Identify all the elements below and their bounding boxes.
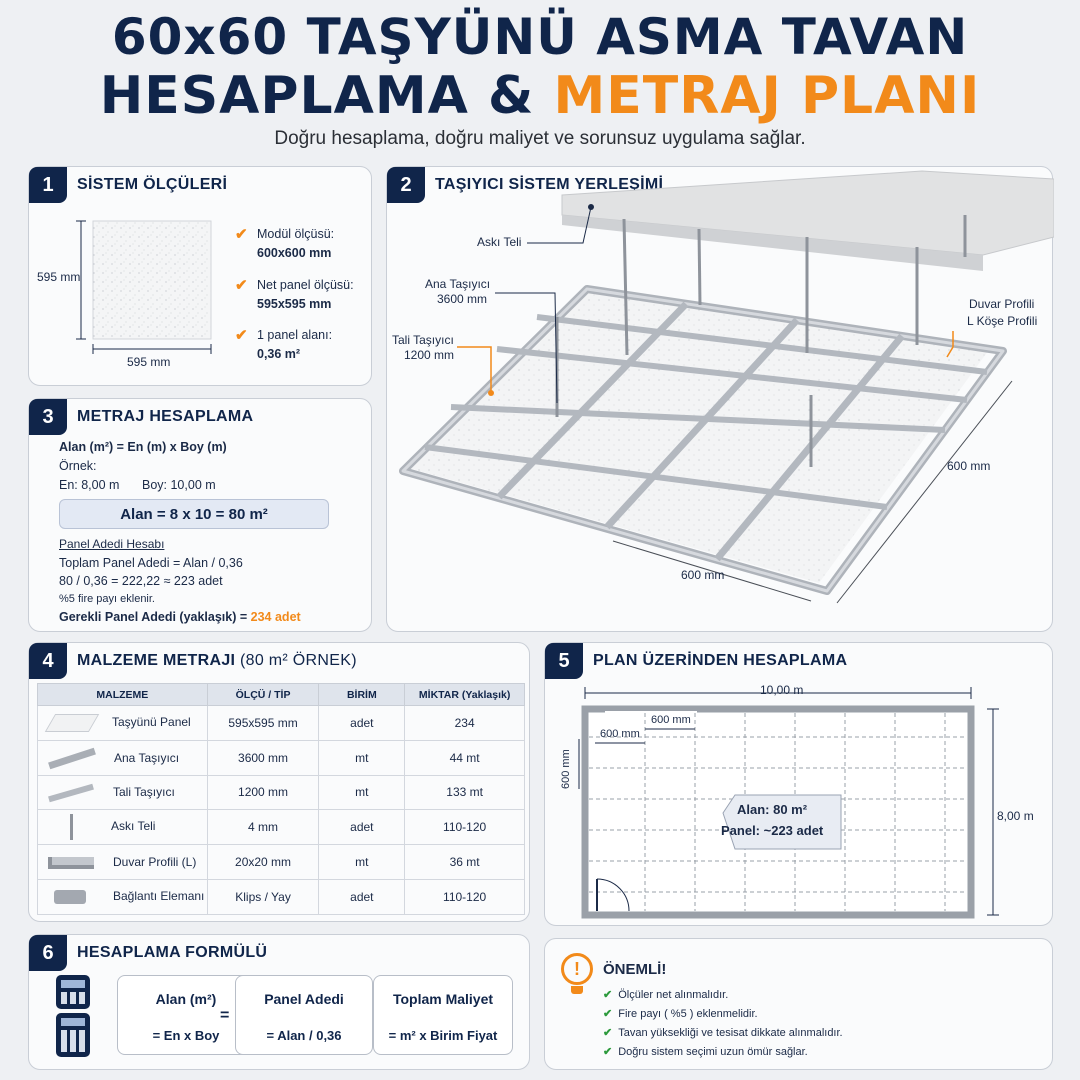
table-row: [38, 775, 525, 810]
formula-box-cost: [373, 975, 513, 1055]
page-title-line1: 60x60 TAŞYÜNÜ ASMA TAVAN: [111, 8, 969, 66]
qty-cell: 110-120: [405, 810, 525, 845]
spec-label: 1 panel alanı:: [257, 328, 333, 342]
panel-count-calc: 80 / 0,36 = 222,22 ≈ 223 adet: [59, 574, 223, 588]
size-cell: 595x595 mm: [207, 706, 319, 741]
check-icon: ✔: [235, 327, 248, 344]
section-title: METRAJ HESAPLAMA: [77, 408, 254, 425]
width-value: En: 8,00 m: [59, 478, 120, 492]
required-panels: [59, 610, 301, 624]
formula-title: Alan (m²): [155, 991, 217, 1007]
stone-wool-panel-image: [93, 221, 211, 339]
unit-cell: adet: [319, 810, 405, 845]
section-number: 3: [29, 399, 67, 435]
unit-cell: adet: [319, 706, 405, 741]
check-icon: ✔: [603, 1027, 613, 1039]
section-title-main: MALZEME METRAJI: [77, 652, 236, 669]
section-material-list: [28, 642, 530, 922]
plan-area: Alan: 80 m²: [737, 802, 808, 817]
section-title: TAŞIYICI SİSTEM YERLEŞİMİ: [435, 176, 664, 193]
label-hanger-wire: Askı Teli: [477, 235, 522, 249]
check-icon: ✔: [603, 1008, 613, 1020]
notice-title: ÖNEMLİ!: [603, 961, 667, 978]
main-runner-icon: [48, 748, 96, 769]
title-part-b-highlight: METRAJ PLANI: [553, 66, 981, 126]
notice-text: Doğru sistem seçimi uzun ömür sağlar.: [618, 1046, 808, 1058]
area-result: Alan = 8 x 10 = 80 m²: [120, 506, 268, 523]
unit-cell: adet: [319, 879, 405, 914]
size-cell: 20x20 mm: [207, 845, 319, 880]
label-cross-tee-length: 1200 mm: [404, 348, 455, 362]
formula-title: Panel Adedi: [264, 991, 344, 1007]
spec-label: Modül ölçüsü:: [257, 227, 335, 241]
qty-cell: 110-120: [405, 879, 525, 914]
clip-icon: [54, 890, 86, 904]
section-plan-calculation: [544, 642, 1053, 926]
dim-right-label: 600 mm: [947, 459, 991, 473]
notice-item: [603, 1045, 808, 1058]
section-title: HESAPLAMA FORMÜLÜ: [77, 944, 268, 961]
dim-module-label: 600 mm: [651, 714, 691, 726]
panel-dimension-diagram: [29, 207, 239, 377]
length-value: Boy: 10,00 m: [142, 478, 216, 492]
material-name: Askı Teli: [111, 819, 156, 834]
qty-cell: 36 mt: [405, 845, 525, 880]
material-cell: [38, 810, 208, 845]
notice-text: Ölçüler net alınmalıdır.: [618, 989, 729, 1001]
material-name: Bağlantı Elemanı: [113, 889, 205, 904]
spec-label: Net panel ölçüsü:: [257, 278, 354, 292]
check-icon: ✔: [603, 989, 613, 1001]
material-table: [37, 683, 525, 915]
calculator-icon: [56, 1013, 90, 1057]
lightbulb-icon: !: [561, 953, 593, 985]
wall-angle-icon: [48, 857, 94, 869]
label-cross-tee: Tali Taşıyıcı: [392, 333, 454, 347]
section-title: SİSTEM ÖLÇÜLERİ: [77, 176, 228, 193]
material-cell: [38, 706, 208, 741]
table-row: [38, 845, 525, 880]
table-row: [38, 879, 525, 914]
section-metraj-calculation: [28, 398, 372, 632]
table-row: [38, 810, 525, 845]
column-header: MALZEME: [38, 684, 208, 706]
dim-module-label: 600 mm: [600, 728, 640, 740]
material-name: Ana Taşıyıcı: [114, 750, 180, 765]
dim-bottom-label: 600 mm: [681, 568, 725, 582]
dim-side-label: 595 mm: [37, 270, 81, 284]
material-cell: [38, 775, 208, 810]
plan-panels: Panel: ~223 adet: [721, 823, 824, 838]
section-system-dimensions: [28, 166, 372, 386]
notice-text: Fire payı ( %5 ) eklenmelidir.: [618, 1008, 758, 1020]
section-title: [77, 652, 357, 670]
material-name: Taşyünü Panel: [112, 715, 191, 730]
size-cell: 3600 mm: [207, 740, 319, 775]
material-name: Duvar Profili (L): [113, 855, 197, 870]
section-number: 2: [387, 167, 425, 203]
qty-cell: 133 mt: [405, 775, 525, 810]
column-header: ÖLÇÜ / TİP: [207, 684, 319, 706]
panel-count-formula: Toplam Panel Adedi = Alan / 0,36: [59, 556, 243, 570]
material-name: Tali Taşıyıcı: [113, 785, 175, 800]
cross-tee-icon: [48, 784, 94, 802]
panel-icon: [45, 714, 99, 732]
label-main-runner: Ana Taşıyıcı: [425, 277, 491, 291]
notice-text: Tavan yüksekliği ve tesisat dikkate alınmalıdır.: [618, 1027, 843, 1039]
waste-note: %5 fire payı eklenir.: [59, 593, 155, 605]
dim-width-label: 10,00 m: [760, 683, 804, 697]
section-formula: [28, 934, 530, 1070]
section-title-note: (80 m² ÖRNEK): [235, 652, 357, 669]
size-cell: 1200 mm: [207, 775, 319, 810]
section-number: 1: [29, 167, 67, 203]
table-header-row: [38, 684, 525, 706]
panel-count-heading: Panel Adedi Hesabı: [59, 537, 165, 551]
calculator-icon: [56, 975, 90, 1009]
qty-cell: 234: [405, 706, 525, 741]
section-number: 4: [29, 643, 67, 679]
hanger-wire-icon: [70, 814, 73, 840]
material-cell: [38, 845, 208, 880]
section-title: PLAN ÜZERİNDEN HESAPLAMA: [593, 652, 848, 669]
column-header: MİKTAR (Yaklaşık): [405, 684, 525, 706]
spec-value: 600x600 mm: [257, 246, 332, 260]
column-header: BİRİM: [319, 684, 405, 706]
notice-item: [603, 988, 728, 1001]
title-part-a: HESAPLAMA &: [99, 66, 554, 126]
example-label: Örnek:: [59, 459, 97, 473]
size-cell: Klips / Yay: [207, 879, 319, 914]
label-wall-profile: Duvar Profili: [969, 297, 1035, 311]
section-number: 6: [29, 935, 67, 971]
section-number: 5: [545, 643, 583, 679]
dim-bottom-label: 595 mm: [127, 355, 171, 369]
dim-module-vertical-label: 600 mm: [560, 749, 572, 789]
subtitle: Doğru hesaplama, doğru maliyet ve sorunsuz uygulama sağlar.: [274, 128, 806, 149]
required-value: 234 adet: [250, 610, 301, 624]
formula-body: = Alan / 0,36: [266, 1028, 342, 1043]
material-cell: [38, 740, 208, 775]
notice-item: [603, 1026, 843, 1039]
lightbulb-base-icon: [571, 986, 583, 994]
unit-cell: mt: [319, 775, 405, 810]
formula-body: = m² x Birim Fiyat: [388, 1028, 498, 1043]
formula-body: = En x Boy: [152, 1028, 220, 1043]
formula-title: Toplam Maliyet: [392, 991, 494, 1007]
label-main-runner-length: 3600 mm: [437, 292, 488, 306]
notice-item: [603, 1007, 758, 1020]
equals-sign: =: [220, 1007, 230, 1024]
table-row: [38, 740, 525, 775]
check-icon: ✔: [235, 226, 248, 243]
page-title-line2: [0, 66, 1080, 126]
required-label: Gerekli Panel Adedi (yaklaşık) =: [59, 610, 251, 624]
unit-cell: mt: [319, 845, 405, 880]
material-cell: [38, 879, 208, 914]
qty-cell: 44 mt: [405, 740, 525, 775]
section-carrier-system: [386, 166, 1053, 632]
formula-box-panels: [235, 975, 373, 1055]
check-icon: ✔: [235, 277, 248, 294]
label-wall-profile-type: L Köşe Profili: [967, 314, 1038, 328]
table-row: [38, 706, 525, 741]
spec-value: 595x595 mm: [257, 297, 332, 311]
size-cell: 4 mm: [207, 810, 319, 845]
dim-height-label: 8,00 m: [997, 809, 1034, 823]
important-notice: [544, 938, 1053, 1070]
spec-value: 0,36 m²: [257, 347, 301, 361]
unit-cell: mt: [319, 740, 405, 775]
area-formula: Alan (m²) = En (m) x Boy (m): [59, 440, 227, 454]
check-icon: ✔: [603, 1046, 613, 1058]
